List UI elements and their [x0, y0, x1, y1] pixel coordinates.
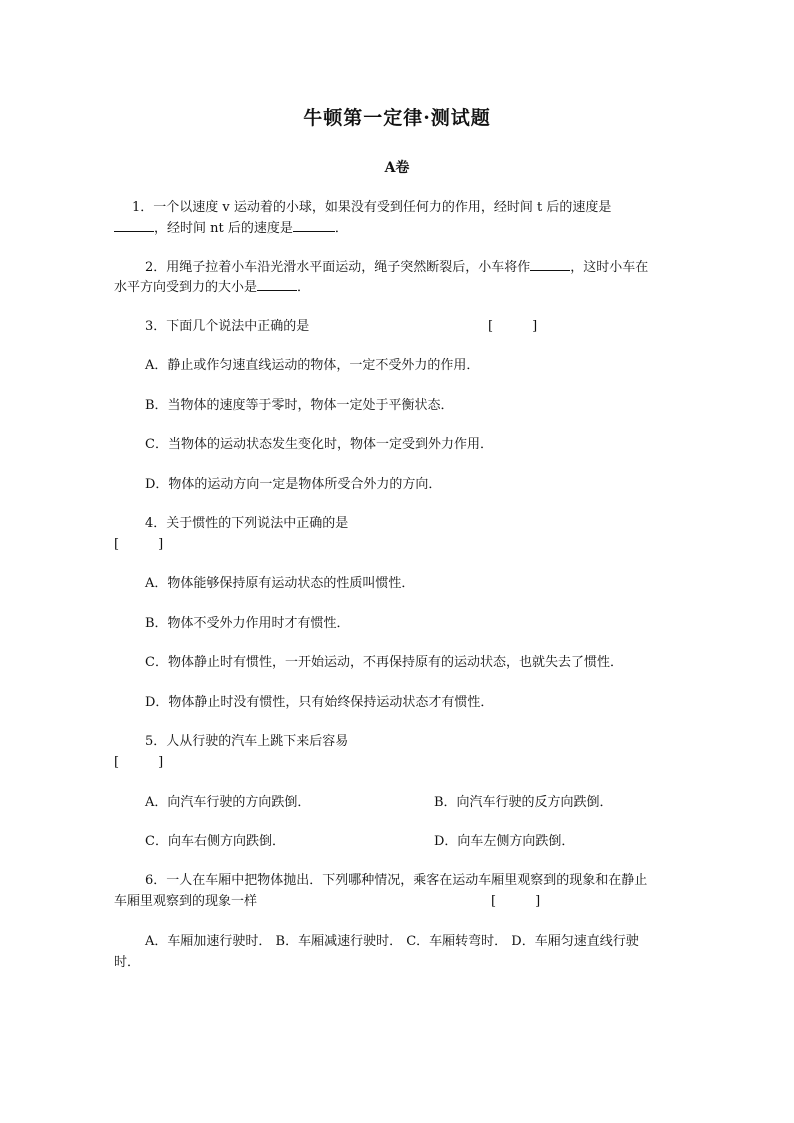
q2-blank-2[interactable]: [257, 278, 297, 291]
q4-option-b: B．物体不受外力作用时才有惯性．: [145, 616, 350, 631]
q2-line1-text: 2．用绳子拉着小车沿光滑水平面运动，绳子突然断裂后，小车将作: [145, 260, 531, 275]
q3-option-c: C．当物体的运动状态发生变化时，物体一定受到外力作用．: [145, 437, 493, 452]
section-heading: A卷: [384, 160, 410, 176]
q4-option-d: D．物体静止时没有惯性，只有始终保持运动状态才有惯性．: [145, 695, 494, 710]
q1-line2-end: ．: [334, 221, 348, 236]
q3-answer-bracket[interactable]: [ ]: [488, 319, 538, 334]
q2-line2-text: 水平方向受到力的大小是: [114, 280, 258, 295]
q2-line2-end: ．: [297, 280, 311, 295]
q1-line2-text: ，经时间 nt 后的速度是: [154, 221, 293, 236]
q2-line1: [145, 258, 648, 277]
q1-line2: [114, 219, 348, 238]
q6-line1: 6．一人在车厢中把物体抛出．下列哪种情况，乘客在运动车厢里观察到的现象和在静止: [145, 873, 648, 888]
q4-option-c: C．物体静止时有惯性，一开始运动，不再保持原有的运动状态，也就失去了惯性．: [145, 655, 623, 670]
q2-line1-end: ，这时小车在: [570, 260, 649, 275]
page-title: 牛顿第一定律·测试题: [303, 107, 491, 129]
q1-line1: 1．一个以速度 v 运动着的小球，如果没有受到任何力的作用，经时间 t 后的速度是: [132, 200, 612, 215]
q4-option-a: A．物体能够保持原有运动状态的性质叫惯性．: [145, 576, 415, 591]
q5-option-d: D．向车左侧方向跌倒．: [434, 834, 575, 849]
q1-blank-2[interactable]: [293, 219, 335, 232]
q3-option-a: A．静止或作匀速直线运动的物体，一定不受外力的作用．: [145, 358, 480, 373]
q4-stem: 4．关于惯性的下列说法中正确的是: [145, 516, 349, 531]
q5-answer-bracket[interactable]: [ ]: [114, 755, 164, 770]
q3-option-d: D．物体的运动方向一定是物体所受合外力的方向．: [145, 477, 442, 492]
q6-options-line1: A．车厢加速行驶时． B．车厢减速行驶时． C．车厢转弯时． D．车厢匀速直线行驶: [145, 934, 639, 949]
q1-blank-1[interactable]: [114, 219, 154, 232]
q3-option-b: B．当物体的速度等于零时，物体一定处于平衡状态．: [145, 398, 454, 413]
q2-line2: [114, 278, 310, 297]
q5-option-a: A．向汽车行驶的方向跌倒．: [145, 795, 311, 810]
q3-stem: 3．下面几个说法中正确的是: [145, 319, 310, 334]
q2-blank-1[interactable]: [530, 258, 570, 271]
q6-line2: 车厢里观察到的现象一样: [114, 894, 258, 909]
q5-stem: 5．人从行驶的汽车上跳下来后容易: [145, 734, 349, 749]
q6-answer-bracket[interactable]: [ ]: [491, 894, 541, 909]
q4-answer-bracket[interactable]: [ ]: [114, 537, 164, 552]
q6-options-line2: 时．: [114, 955, 141, 970]
q5-option-b: B．向汽车行驶的反方向跌倒．: [434, 795, 613, 810]
q5-option-c: C．向车右侧方向跌倒．: [145, 834, 285, 849]
